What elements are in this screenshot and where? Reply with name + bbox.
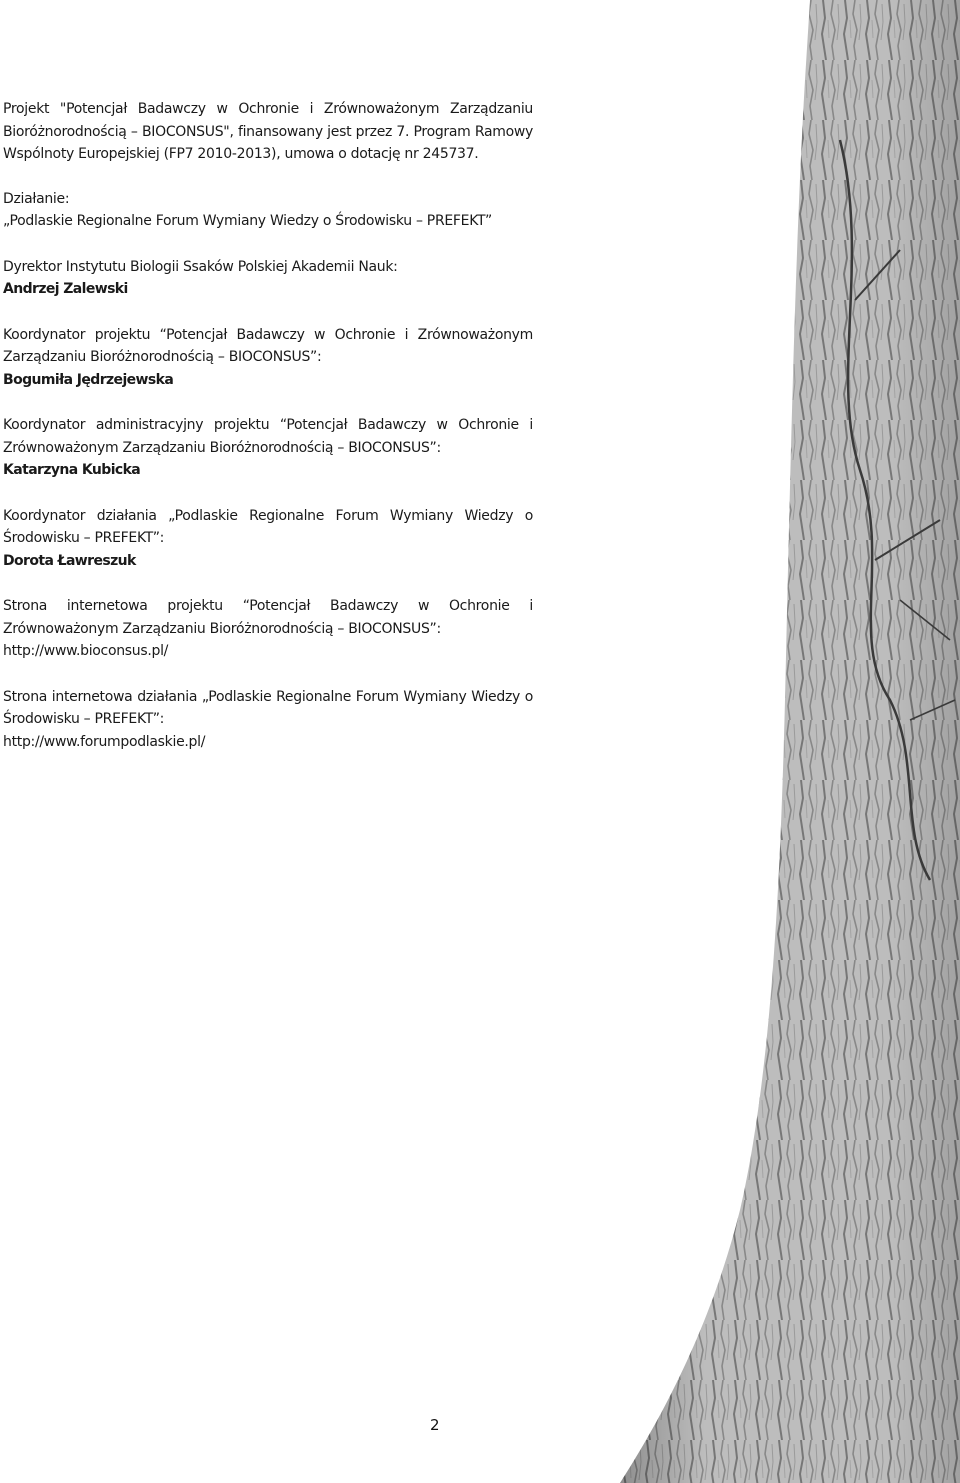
- action-coordinator-name: Dorota Ławreszuk: [3, 552, 136, 569]
- director-section: [3, 256, 533, 301]
- action-coordinator-section: [3, 505, 533, 573]
- project-coordinator-label: Koordynator projektu “Potencjał Badawczy w Ochronie i Zrównoważonym Zarządzaniu Bioróżnorodnością – BIOCONSUS”:: [3, 326, 533, 365]
- page-number: 2: [430, 1416, 440, 1434]
- intro-text: Projekt "Potencjał Badawczy w Ochronie i Zrównoważonym Zarządzaniu Bioróżnorodnością – BIOCONSUS", finansowany jest przez 7. Program Ramowy Wspólnoty Europejskiej (FP7 2010-2013), umowa o dotację nr 245737.: [3, 101, 533, 162]
- project-website-section: [3, 595, 533, 663]
- admin-coordinator-name: Katarzyna Kubicka: [3, 462, 141, 478]
- tree-trunk-image: [600, 0, 960, 1483]
- credits-block: [3, 98, 533, 776]
- admin-coordinator-section: [3, 414, 533, 482]
- action-website-label: Strona internetowa działania „Podlaskie Regionalne Forum Wymiany Wiedzy o Środowisku – PREFEKT”:: [3, 688, 533, 727]
- director-label: Dyrektor Instytutu Biologii Ssaków Polskiej Akademii Nauk:: [3, 258, 398, 275]
- admin-coordinator-label: Koordynator administracyjny projektu “Potencjał Badawczy w Ochronie i Zrównoważonym Zarządzaniu Bioróżnorodnością – BIOCONSUS”:: [3, 417, 533, 456]
- project-website-label: Strona internetowa projektu “Potencjał Badawczy w Ochronie i Zrównoważonym Zarządzaniu Bioróżnorodnością – BIOCONSUS”:: [3, 598, 533, 637]
- project-website-link[interactable]: http://www.bioconsus.pl/: [3, 643, 169, 659]
- action-website-link[interactable]: http://www.forumpodlaskie.pl/: [3, 733, 206, 750]
- action-website-section: [3, 686, 533, 754]
- action-label: Działanie:: [3, 190, 70, 207]
- action-section: [3, 188, 533, 233]
- director-name: Andrzej Zalewski: [3, 281, 128, 297]
- project-coordinator-name: Bogumiła Jędrzejewska: [3, 371, 174, 388]
- project-coordinator-section: [3, 324, 533, 392]
- action-coordinator-label: Koordynator działania „Podlaskie Regionalne Forum Wymiany Wiedzy o Środowisku – PREFEKT”:: [3, 507, 533, 546]
- action-title: „Podlaskie Regionalne Forum Wymiany Wiedzy o Środowisku – PREFEKT”: [3, 213, 492, 229]
- intro-paragraph: [3, 98, 533, 166]
